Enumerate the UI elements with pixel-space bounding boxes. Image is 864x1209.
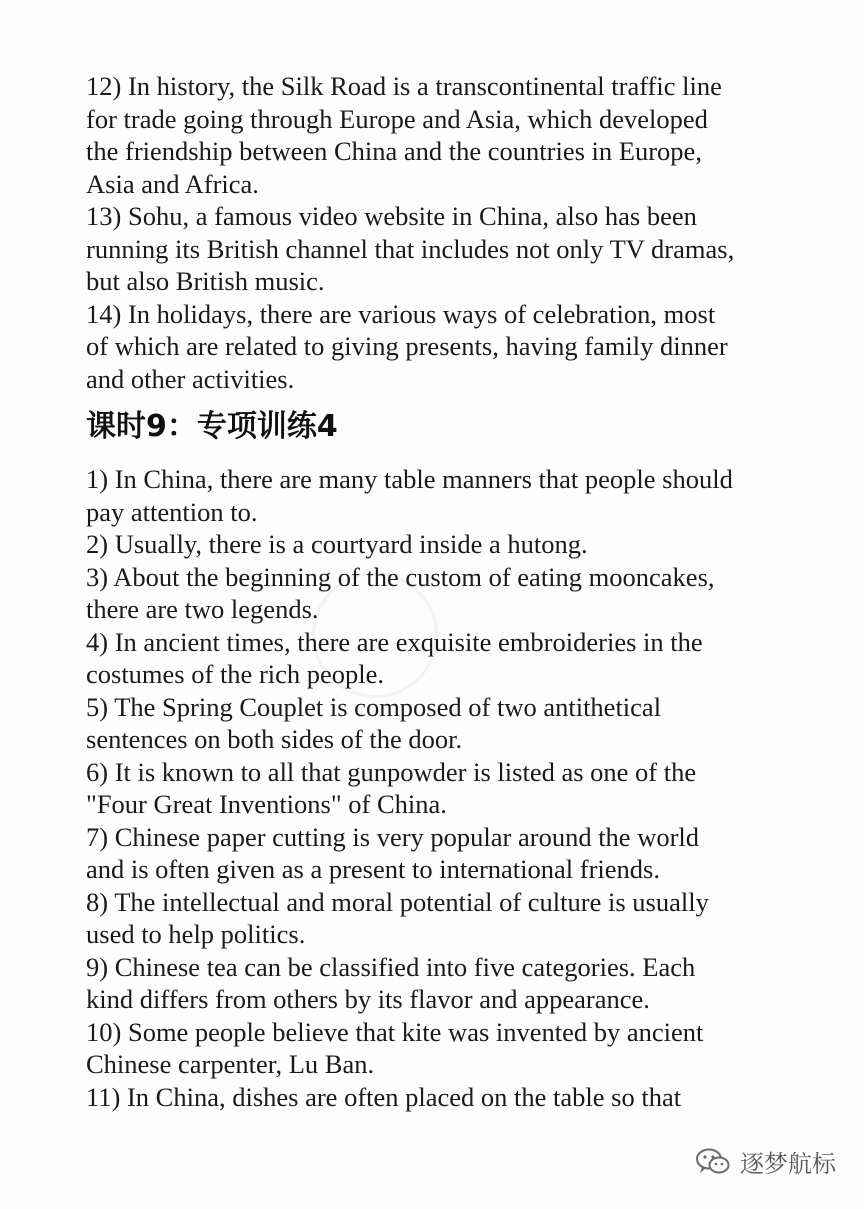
text-line: and other activities. xyxy=(86,363,295,394)
text-line: kind differs from others by its flavor and appearance. xyxy=(86,984,650,1014)
text-line: Asia and Africa. xyxy=(86,168,259,199)
text-line: 9) Chinese tea can be classified into five categories. Each xyxy=(86,951,696,982)
text-line: 14) In holidays, there are various ways of celebration, most xyxy=(86,298,716,329)
text-line: "Four Great Inventions" of China. xyxy=(86,789,447,819)
text-line: costumes of the rich people. xyxy=(86,659,385,689)
watermark-text: 逐梦航标 xyxy=(740,1150,836,1178)
text-line: 5) The Spring Couplet is composed of two antithetical xyxy=(86,691,662,722)
section-heading: 课时9：专项训练4 xyxy=(86,409,338,444)
text-line: 13) Sohu, a famous video website in China, also has been xyxy=(86,201,697,231)
text-line: Chinese carpenter, Lu Ban. xyxy=(86,1049,375,1079)
text-line: the friendship between China and the countries in Europe, xyxy=(86,136,702,166)
text-line: pay attention to. xyxy=(86,496,258,527)
text-line: 7) Chinese paper cutting is very popular around the world xyxy=(86,821,700,852)
text-line: used to help politics. xyxy=(86,919,306,949)
text-line: and is often given as a present to international friends. xyxy=(86,854,660,884)
text-line: for trade going through Europe and Asia, which developed xyxy=(86,103,708,134)
text-line: running its British channel that includes not only TV dramas, xyxy=(86,233,735,264)
text-line: 10) Some people believe that kite was invented by ancient xyxy=(86,1016,704,1047)
wechat-icon xyxy=(696,1148,730,1176)
text-line: 3) About the beginning of the custom of eating mooncakes, xyxy=(86,561,715,592)
text-line: there are two legends. xyxy=(86,594,319,624)
text-line: of which are related to giving presents, having family dinner xyxy=(86,331,728,361)
text-line: 8) The intellectual and moral potential of culture is usually xyxy=(86,886,709,917)
wechat-watermark xyxy=(696,1144,836,1179)
text-line: 1) In China, there are many table manners that people should xyxy=(86,464,733,494)
text-line: 2) Usually, there is a courtyard inside a hutong. xyxy=(86,529,588,559)
text-line: 4) In ancient times, there are exquisite embroideries in the xyxy=(86,626,703,657)
paragraph-section-2 xyxy=(86,463,786,1113)
document-body xyxy=(86,70,786,1113)
text-line: but also British music. xyxy=(86,266,325,296)
paragraph-section-1 xyxy=(86,70,786,395)
text-line: sentences on both sides of the door. xyxy=(86,724,463,754)
text-line: 6) It is known to all that gunpowder is listed as one of the xyxy=(86,756,697,787)
text-line: 12) In history, the Silk Road is a transcontinental traffic line xyxy=(86,71,722,101)
text-line: 11) In China, dishes are often placed on the table so that xyxy=(86,1081,682,1112)
